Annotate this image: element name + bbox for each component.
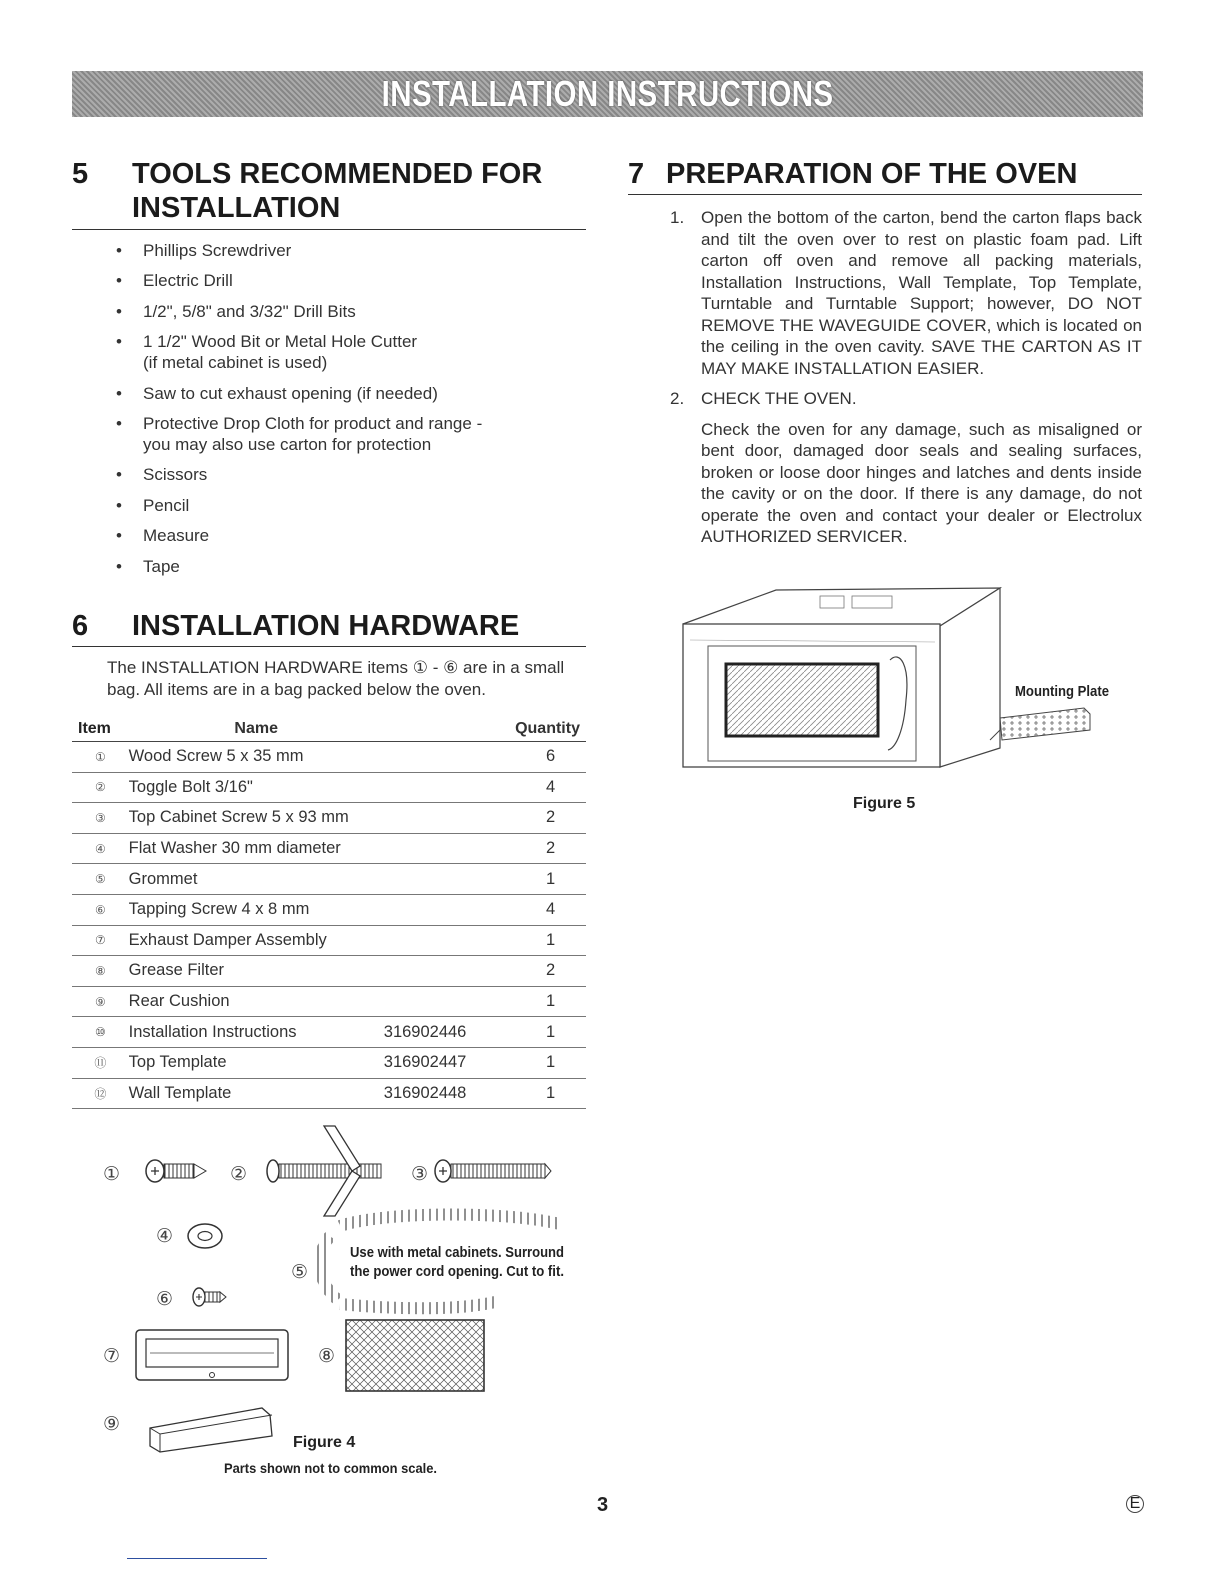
preparation-steps [670,207,1142,548]
list-item: • Saw to cut exhaust opening (if needed) [114,383,482,404]
banner-title: INSTALLATION INSTRUCTIONS [381,73,834,114]
row-index: ⑩ [72,1017,129,1048]
row-quantity: 2 [515,833,586,864]
section-6-number: 6 [72,610,89,642]
row-name: Top Template [129,1047,384,1078]
row-index: ③ [72,803,129,834]
section-6-title: INSTALLATION HARDWARE [132,610,520,642]
figure-4-caption: Figure 4 [293,1434,356,1451]
row-part-number [384,925,515,956]
oven-body [683,588,1000,767]
section-5-title-line2: INSTALLATION [132,192,341,224]
footer-rule [127,1558,267,1559]
row-quantity: 6 [515,742,586,773]
list-item: • 1/2", 5/8" and 3/32" Drill Bits [114,301,482,322]
row-part-number [384,772,515,803]
step-2-body: Check the oven for any damage, such as misaligned or bent door, damaged door seals and sealing surfaces, broken or loose door hinges and latches and dents inside the cavity or on the door. If there is any damage, do not operate the oven and contact your dealer or Electrolux AUTHORIZED SERVICER. [701,419,1142,546]
header-item: Item [72,716,129,742]
fig4-marker-9: ⑨ [103,1413,121,1435]
row-quantity: 1 [515,1017,586,1048]
section-6-heading [72,609,586,647]
fig4-marker-7: ⑦ [103,1345,121,1367]
row-quantity: 2 [515,803,586,834]
fig4-marker-4: ④ [156,1225,174,1247]
row-part-number [384,833,515,864]
row-index: ② [72,772,129,803]
cabinet-screw-drawing [435,1160,551,1182]
row-name: Wall Template [129,1078,384,1109]
tapping-screw-drawing [193,1288,226,1306]
table-row [72,1017,586,1048]
row-name: Wood Screw 5 x 35 mm [129,742,384,773]
step-1-number: 1. [670,208,685,227]
section-5-title-line1: TOOLS RECOMMENDED FOR [132,158,543,190]
row-index: ⑥ [72,894,129,925]
hardware-intro: The INSTALLATION HARDWARE items ① - ⑥ are in a small bag. All items are in a bag packed below the oven. [107,658,565,699]
fig4-marker-5: ⑤ [291,1261,309,1283]
row-index: ⑤ [72,864,129,895]
row-index: ⑫ [72,1078,129,1109]
row-quantity: 1 [515,1047,586,1078]
mounting-plate-label: Mounting Plate [1015,683,1109,700]
mounting-plate-drawing [990,708,1090,740]
fig4-marker-1: ① [103,1163,121,1185]
row-index: ⑦ [72,925,129,956]
row-part-number [384,803,515,834]
table-row [72,864,586,895]
list-item: • Phillips Screwdriver [114,240,482,261]
row-index: ⑪ [72,1047,129,1078]
row-index: ① [72,742,129,773]
row-part-number: 316902446 [384,1017,515,1048]
row-name: Toggle Bolt 3/16" [129,772,384,803]
fig4-marker-2: ② [230,1163,248,1185]
list-item: • Tape [114,556,482,577]
figure-5-caption: Figure 5 [853,795,916,812]
hardware-table [72,716,586,1109]
row-part-number: 316902447 [384,1047,515,1078]
grommet-note-line1: Use with metal cabinets. Surround [350,1245,564,1261]
table-row [72,803,586,834]
row-part-number [384,864,515,895]
hardware-table-body [72,742,586,1109]
header-quantity: Quantity [515,716,586,742]
section-5-number: 5 [72,158,89,190]
table-row [72,742,586,773]
language-mark: E [1126,1495,1144,1513]
row-name: Flat Washer 30 mm diameter [129,833,384,864]
wood-screw-drawing [146,1160,206,1182]
table-row [72,894,586,925]
row-quantity: 4 [515,894,586,925]
figure-4-scale-note: Parts shown not to common scale. [224,1460,437,1476]
row-quantity: 1 [515,925,586,956]
table-row [72,1078,586,1109]
step-1 [670,207,1142,379]
fig4-marker-8: ⑧ [318,1345,336,1367]
row-part-number [384,956,515,987]
section-7-title: PREPARATION OF THE OVEN [666,158,1078,190]
row-index: ⑨ [72,986,129,1017]
row-part-number [384,894,515,925]
list-item: • Pencil [114,495,482,516]
cushion-drawing [150,1408,272,1452]
row-name: Exhaust Damper Assembly [129,925,384,956]
section-5-heading [72,157,586,230]
row-part-number [384,742,515,773]
table-row [72,1047,586,1078]
table-row [72,956,586,987]
step-2-title: CHECK THE OVEN. [701,389,857,408]
row-quantity: 1 [515,864,586,895]
row-name: Rear Cushion [129,986,384,1017]
step-2 [670,388,1142,410]
row-index: ⑧ [72,956,129,987]
table-header-row [72,716,586,742]
row-part-number [384,986,515,1017]
row-index: ④ [72,833,129,864]
row-name: Grommet [129,864,384,895]
step-2-number: 2. [670,389,685,408]
row-quantity: 4 [515,772,586,803]
header-name: Name [129,716,384,742]
row-name: Tapping Screw 4 x 8 mm [129,894,384,925]
filter-drawing [346,1320,484,1391]
list-item: • Measure [114,525,482,546]
row-part-number: 316902448 [384,1078,515,1109]
row-name: Installation Instructions [129,1017,384,1048]
washer-drawing [188,1224,222,1248]
table-row [72,986,586,1017]
fig4-marker-6: ⑥ [156,1288,174,1310]
tools-list [114,240,482,586]
section-7-heading [628,157,1142,195]
fig4-marker-3: ③ [411,1163,429,1185]
list-item: • 1 1/2" Wood Bit or Metal Hole Cutter (if metal cabinet is used) [114,331,482,373]
page-banner [72,71,1143,117]
list-item: • Electric Drill [114,270,482,291]
section-7-number: 7 [628,158,645,190]
list-item: • Protective Drop Cloth for product and range - you may also use carton for protection [114,413,482,455]
row-quantity: 1 [515,1078,586,1109]
grommet-note-line2: the power cord opening. Cut to fit. [350,1264,564,1280]
row-quantity: 2 [515,956,586,987]
table-row [72,772,586,803]
list-item: • Scissors [114,464,482,485]
damper-drawing [136,1330,288,1380]
step-1-text: Open the bottom of the carton, bend the carton flaps back and tilt the oven over to rest on plastic foam pad. Lift carton off oven and remove all packing materials, Installation Instructions, Wall Template, Top Template, Turntable and Turntable Support; however, DO NOT REMOVE THE WAVEGUIDE COVER, which is located on the ceiling in the oven cavity. SAVE THE CARTON AS IT MAY MAKE INSTALLATION EASIER. [701,208,1142,378]
row-name: Grease Filter [129,956,384,987]
toggle-bolt-drawing [267,1126,381,1216]
row-name: Top Cabinet Screw 5 x 93 mm [129,803,384,834]
table-row [72,833,586,864]
page-number: 3 [597,1494,609,1516]
grommet-drawing [320,1214,564,1308]
table-row [72,925,586,956]
row-quantity: 1 [515,986,586,1017]
